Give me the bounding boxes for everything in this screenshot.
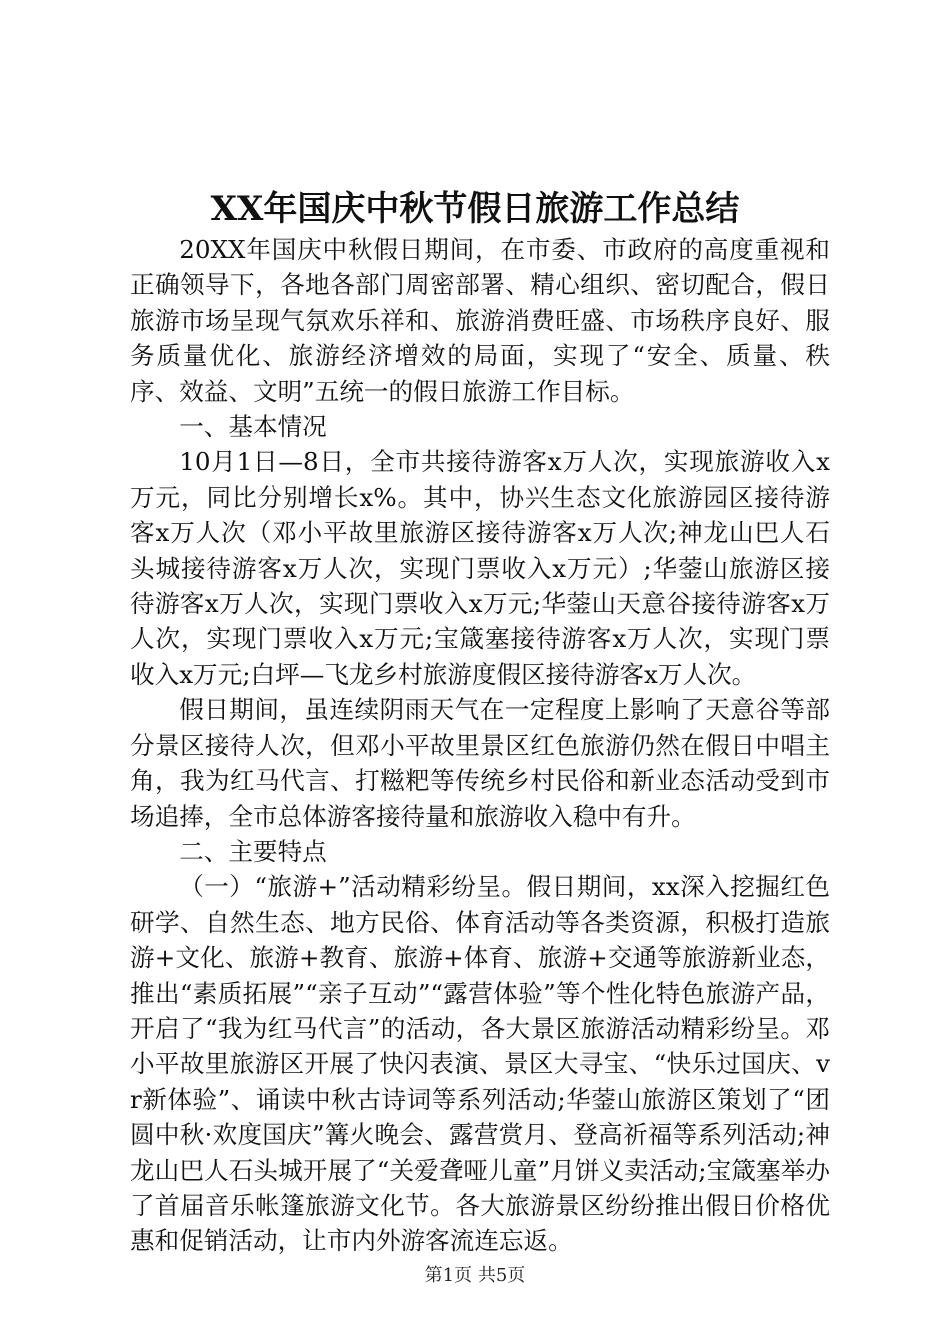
document-body	[130, 232, 830, 1259]
page-number-footer: 第1页 共5页	[424, 1265, 526, 1286]
section-heading-main-features: 二、主要特点	[179, 836, 327, 866]
tourism-plus-paragraph: （一）“旅游+”活动精彩纷呈。假日期间，xx深入挖掘红色研学、自然生态、地方民俗、体育活动等各类资源，积极打造旅游+文化、旅游+教育、旅游+体育、旅游+交通等旅游新业态，推出“素质拓展”“亲子互动”“露营体验”等个性化特色旅游产品，开启了“我为红马代言”的活动，各大景区旅游活动精彩纷呈。邓小平故里旅游区开展了快闪表演、景区大寻宝、“快乐过国庆、vr新体验”、诵读中秋古诗词等系列活动;华蓥山旅游区策划了“团圆中秋·欢度国庆”篝火晚会、露营赏月、登高祈福等系列活动;神龙山巴人石头城开展了“关爱聋哑儿童”月饼义卖活动;宝箴塞举办了首届音乐帐篷旅游文化节。各大旅游景区纷纷推出假日价格优惠和促销活动，让市内外游客流连忘返。	[130, 872, 830, 1256]
intro-paragraph: 20XX年国庆中秋假日期间，在市委、市政府的高度重视和正确领导下，各地各部门周密部署、精心组织、密切配合，假日旅游市场呈现气氛欢乐祥和、旅游消费旺盛、市场秩序良好、服务质量优化、旅游经济增效的局面，实现了“安全、质量、秩序、效益、文明”五统一的假日旅游工作目标。	[130, 235, 830, 406]
section-heading-basic-situation: 一、基本情况	[179, 412, 327, 442]
statistics-paragraph: 10月1日—8日，全市共接待游客x万人次，实现旅游收入x万元，同比分别增长x%。其中，协兴生态文化旅游园区接待游客x万人次（邓小平故里旅游区接待游客x万人次;神龙山巴人石头城接待游客x万人次，实现门票收入x万元）;华蓥山旅游区接待游客x万人次，实现门票收入x万元;华蓥山天意谷接待游客x万人次，实现门票收入x万元;宝箴塞接待游客x万人次，实现门票收入x万元;白坪—飞龙乡村旅游度假区接待游客x万人次。	[130, 447, 830, 689]
document-title: XX年国庆中秋节假日旅游工作总结	[210, 189, 740, 229]
weather-paragraph: 假日期间，虽连续阴雨天气在一定程度上影响了天意谷等部分景区接待人次，但邓小平故里景区红色旅游仍然在假日中唱主角，我为红马代言、打糍粑等传统乡村民俗和新业态活动受到市场追捧，全市总体游客接待量和旅游收入稳中有升。	[130, 695, 830, 831]
